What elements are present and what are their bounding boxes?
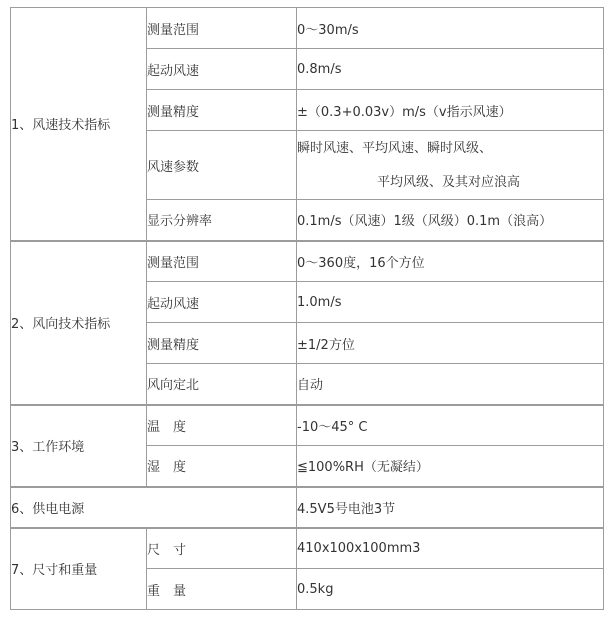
spec-value: 0～30m/s (297, 8, 604, 49)
spec-table (10, 7, 604, 610)
spec-value: 0.8m/s (297, 49, 604, 90)
spec-value: ±（0.3+0.03v）m/s（v指示风速） (297, 90, 604, 131)
spec-label: 测量范围 (147, 8, 297, 49)
spec-label: 温 度 (147, 405, 297, 446)
spec-label: 显示分辨率 (147, 200, 297, 241)
spec-value-line1: 瞬时风速、平均风速、瞬时风级、 (297, 140, 493, 156)
section-title-wind-speed: 1、风速技术指标 (11, 8, 147, 241)
table-row (11, 528, 604, 569)
spec-value: 0～360度，16个方位 (297, 241, 604, 282)
spec-label: 风向定北 (147, 364, 297, 405)
table-row (11, 487, 604, 528)
spec-label: 重 量 (147, 569, 297, 610)
spec-label: 风速参数 (147, 131, 297, 200)
section-title-environment: 3、工作环境 (11, 405, 147, 487)
spec-label: 尺 寸 (147, 528, 297, 569)
section-title-wind-direction: 2、风向技术指标 (11, 241, 147, 405)
spec-label: 起动风速 (147, 282, 297, 323)
table-row (11, 241, 604, 282)
section-title-size-weight: 7、尺寸和重量 (11, 528, 147, 610)
table-row (11, 8, 604, 49)
spec-label: 起动风速 (147, 49, 297, 90)
spec-value: 410x100x100mm3 (297, 528, 604, 569)
spec-value-line2: 平均风级、及其对应浪高 (377, 174, 521, 190)
spec-value (297, 131, 604, 200)
table-row (11, 405, 604, 446)
spec-value: 4.5V5号电池3节 (297, 487, 604, 528)
spec-label: 湿 度 (147, 446, 297, 487)
spec-label: 测量精度 (147, 90, 297, 131)
spec-value: 0.1m/s（风速）1级（风级）0.1m（浪高） (297, 200, 604, 241)
spec-value: ±1/2方位 (297, 323, 604, 364)
spec-label: 测量精度 (147, 323, 297, 364)
spec-value: ≦100%RH（无凝结） (297, 446, 604, 487)
spec-value: 自动 (297, 364, 604, 405)
spec-value: 0.5kg (297, 569, 604, 610)
spec-label: 测量范围 (147, 241, 297, 282)
spec-value: -10～45° C (297, 405, 604, 446)
section-title-power: 6、供电电源 (11, 487, 297, 528)
spec-value: 1.0m/s (297, 282, 604, 323)
